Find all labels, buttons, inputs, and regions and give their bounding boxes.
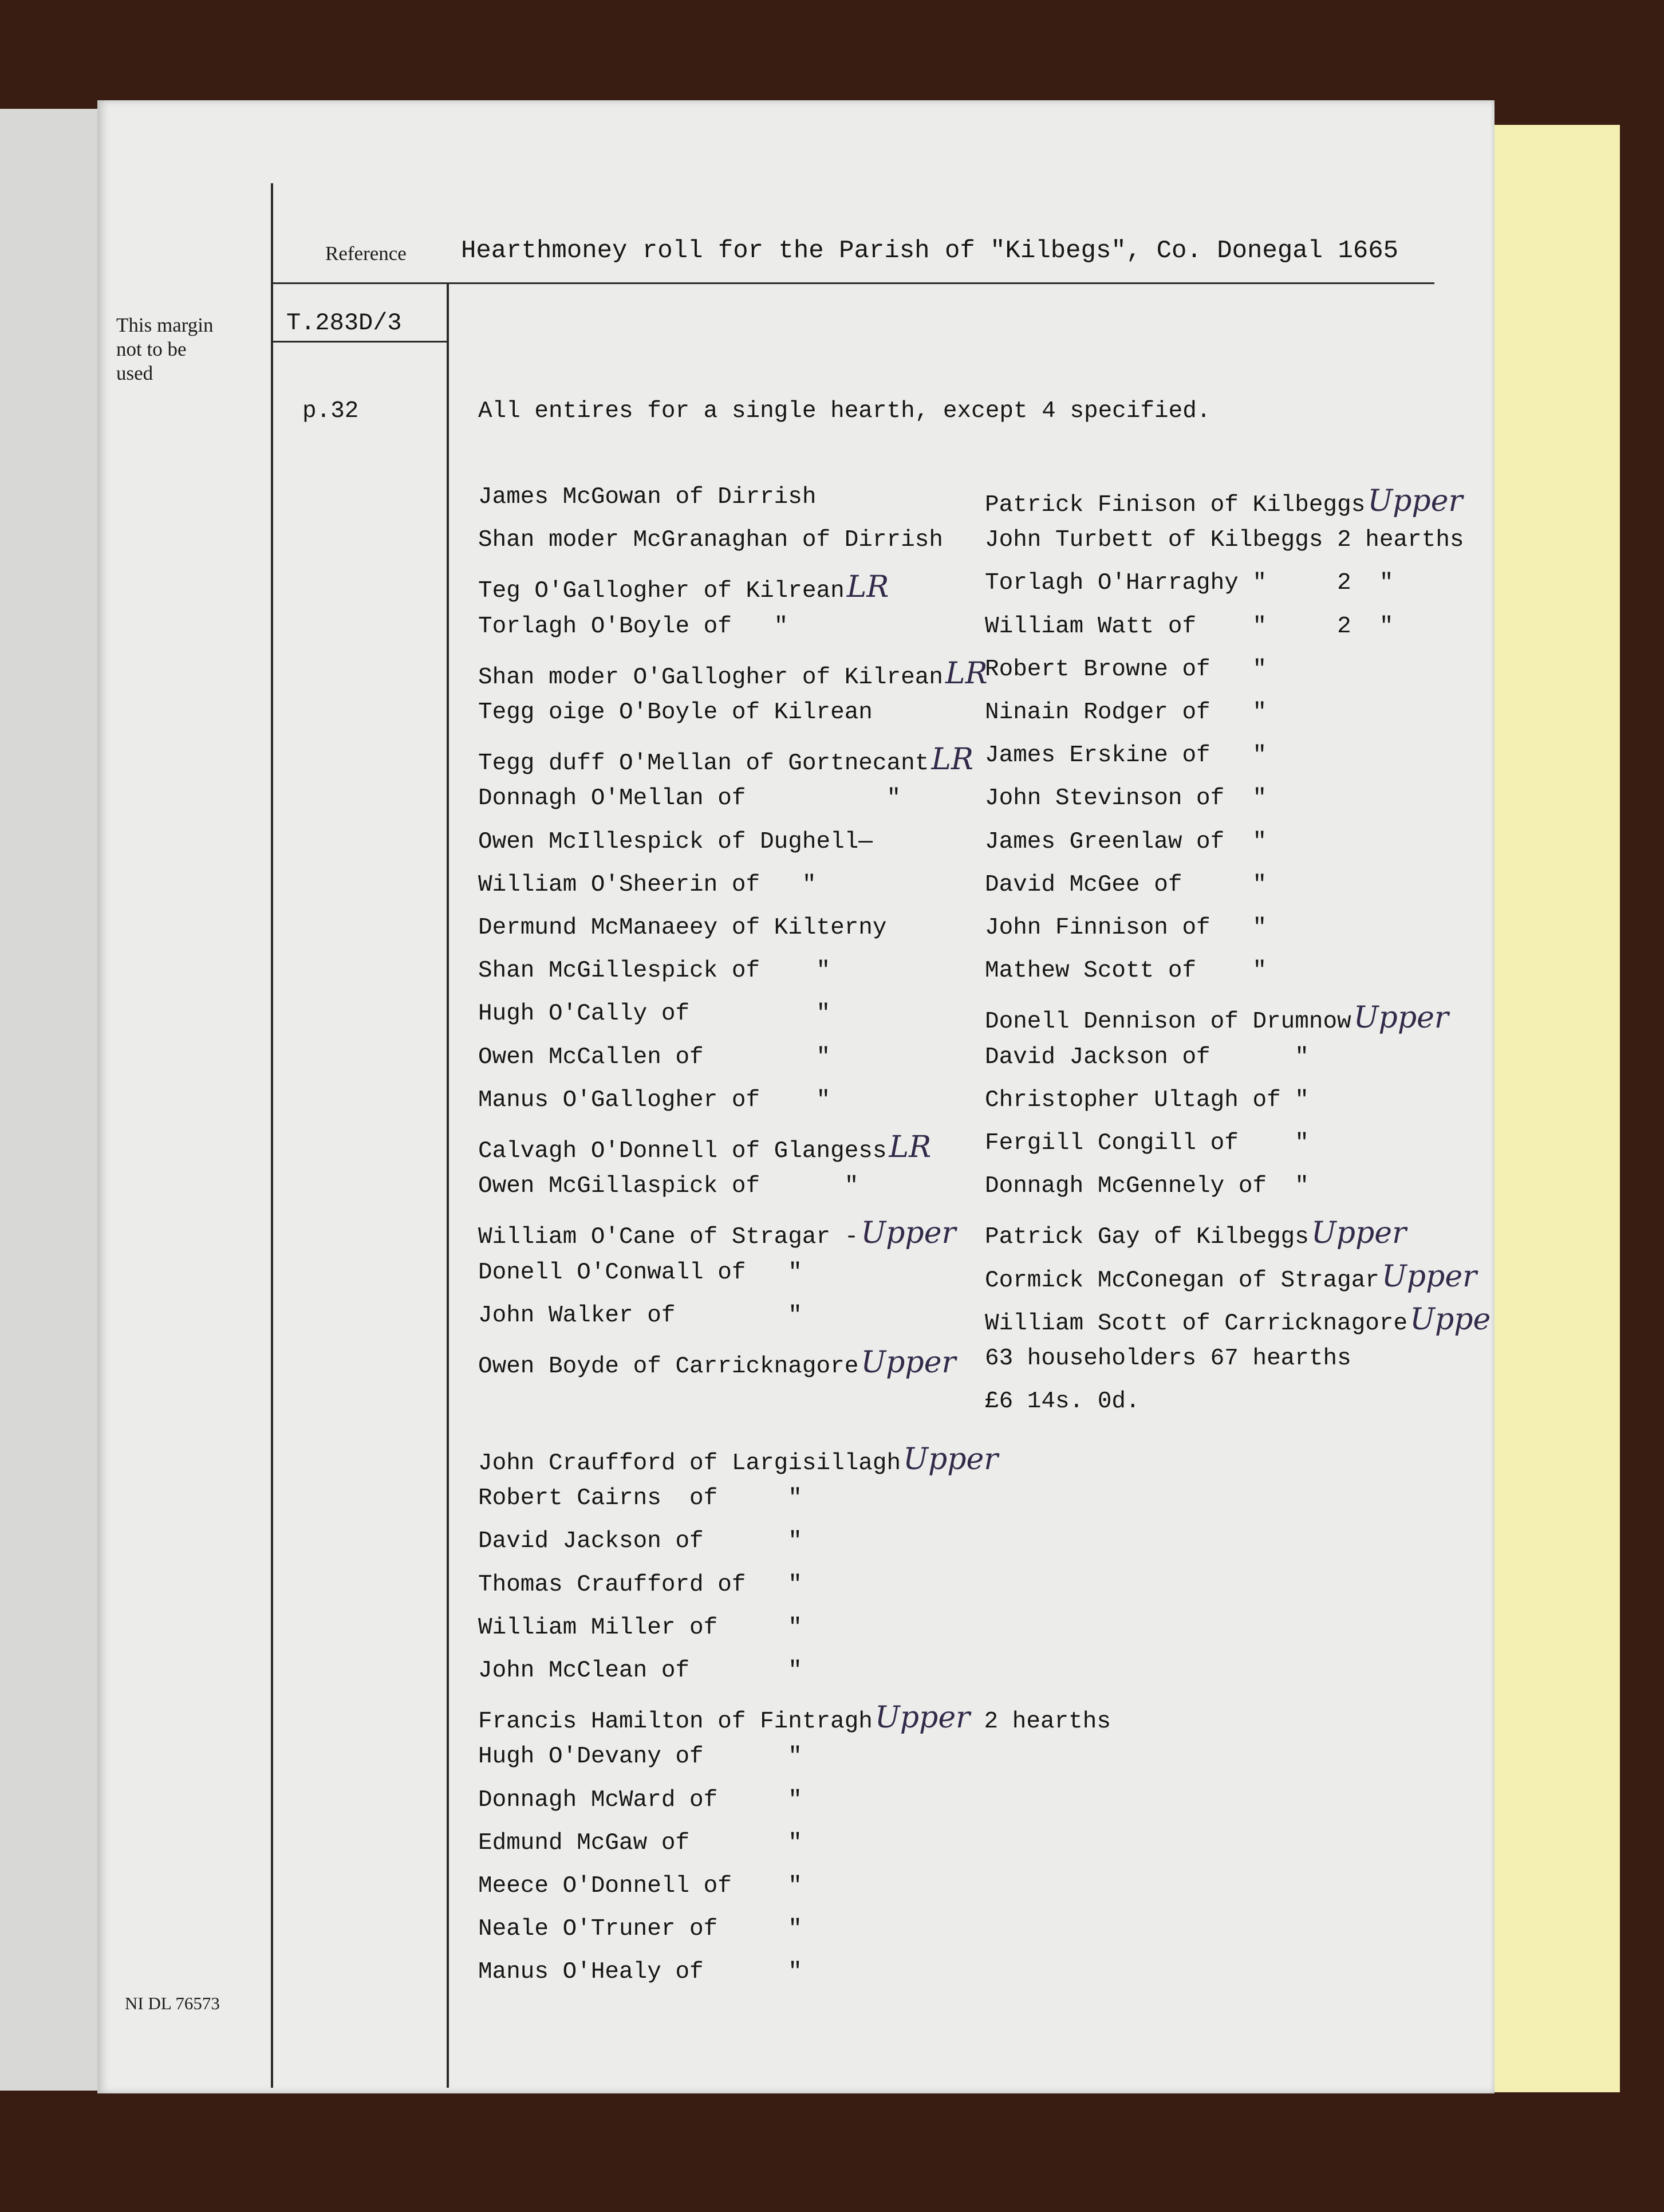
entry-text: John Finnison of " [985, 915, 1267, 941]
entry-text: William Scott of Carricknagore [985, 1310, 1408, 1337]
lower-column-entry [478, 1485, 1108, 1512]
right-column-entry [985, 958, 1615, 984]
entry-text: James Erskine of " [985, 742, 1267, 769]
lower-column-entry [478, 1528, 1108, 1554]
entry-text: Shan moder McGranaghan of Dirrish [478, 527, 943, 554]
right-column-entry [985, 1173, 1615, 1199]
lower-column-entry [478, 1442, 1108, 1477]
entry-text: Hugh O'Devany of " [478, 1743, 802, 1770]
right-column-entry [985, 785, 1615, 812]
vertical-rule-right [447, 284, 449, 2088]
entry-text: Patrick Finison of Kilbeggs [985, 492, 1366, 518]
lower-column-entry [478, 1701, 1111, 1735]
lower-column-entry [478, 1743, 1108, 1770]
entry-text: Fergill Congill of " [985, 1130, 1309, 1156]
entry-text: Francis Hamilton of Fintragh [478, 1709, 873, 1735]
right-column-entry [985, 656, 1615, 683]
entry-text: James McGowan of Dirrish [478, 484, 817, 510]
right-column-entry [985, 1388, 1615, 1415]
entry-text: Donnagh McGennely of " [985, 1173, 1309, 1200]
handwritten-annotation: LR [945, 656, 988, 691]
entry-text: Shan McGillespick of " [478, 958, 831, 985]
entry-text: Donnagh O'Mellan of " [478, 785, 901, 812]
entry-text: Edmund McGaw of " [478, 1829, 802, 1856]
entry-text: Owen McGillaspick of " [478, 1173, 859, 1200]
entry-text: Neale O'Truner of " [478, 1916, 802, 1943]
entry-text: Tegg oige O'Boyle of Kilrean [478, 699, 873, 726]
reference-label: Reference [325, 242, 407, 265]
right-column-entry [985, 829, 1615, 855]
entry-text: Ninain Rodger of " [985, 699, 1267, 726]
right-column-entry [985, 1130, 1615, 1156]
entry-text: Tegg duff O'Mellan of Gortnecant [478, 750, 929, 777]
entry-text: Robert Cairns of " [478, 1485, 802, 1512]
right-column-entry [985, 570, 1615, 596]
right-column-entry [985, 527, 1615, 553]
entry-text: Dermund McManaeey of Kilterny [478, 915, 887, 941]
handwritten-annotation: Upper [903, 1442, 999, 1477]
entry-text: Donnagh McWard of " [478, 1786, 802, 1813]
right-column-entry [985, 742, 1615, 769]
entry-suffix: 2 hearths [969, 1709, 1111, 1735]
lower-column-entry [478, 1916, 1108, 1942]
entry-text: Robert Browne of " [985, 656, 1267, 683]
margin-note-line1: This margin [116, 314, 214, 336]
handwritten-annotation: Upper [1353, 1001, 1449, 1036]
right-column-entry [985, 613, 1615, 640]
entry-text: John McClean of " [478, 1658, 802, 1684]
lower-column-entry [478, 1615, 1108, 1641]
entry-text: Torlagh O'Boyle of " [478, 613, 788, 640]
right-column-entry [985, 1259, 1615, 1294]
right-column-entry [985, 1001, 1615, 1035]
entry-text: Manus O'Gallogher of " [478, 1087, 831, 1113]
entry-text: Owen Boyde of Carricknagore [478, 1353, 859, 1380]
entry-text: Torlagh O'Harraghy " 2 " [985, 570, 1394, 597]
vertical-rule-left [271, 183, 273, 2088]
entry-text: Thomas Craufford of " [478, 1571, 802, 1598]
handwritten-annotation: Upper [861, 1216, 956, 1251]
left-page-edge [0, 109, 104, 2091]
right-column-entry [985, 484, 1615, 518]
right-column-entry [985, 915, 1615, 941]
entry-text: William O'Sheerin of " [478, 871, 817, 898]
lower-column-entry [478, 1873, 1108, 1899]
entry-text: William Watt of " 2 " [985, 613, 1394, 640]
entry-text: David Jackson of " [985, 1044, 1309, 1070]
handwritten-annotation: Upper [861, 1345, 956, 1380]
margin-note [116, 313, 213, 385]
intro-text: All entires for a single hearth, except 4 specified. [478, 398, 1211, 424]
entry-text: Manus O'Healy of " [478, 1959, 802, 1986]
handwritten-annotation: LR [931, 742, 974, 777]
entry-text: Shan moder O'Gallogher of Kilrean [478, 664, 943, 691]
right-column-entry [985, 1345, 1615, 1372]
entry-text: Patrick Gay of Kilbeggs [985, 1224, 1309, 1251]
right-column-entry [985, 1302, 1615, 1337]
entry-text: William Miller of " [478, 1614, 802, 1641]
handwritten-annotation: LR [889, 1130, 932, 1164]
lower-column-entry [478, 1658, 1108, 1684]
margin-note-line3: used [116, 362, 153, 384]
margin-note-line2: not to be [116, 338, 187, 360]
right-column-entry [985, 1044, 1615, 1070]
entry-text: 63 householders 67 hearths [985, 1345, 1351, 1372]
lower-column-entry [478, 1787, 1108, 1813]
catalogue-id: NI DL 76573 [125, 1993, 220, 2013]
entry-text: Cormick McConegan of Stragar [985, 1267, 1379, 1294]
entry-text: William O'Cane of Stragar - [478, 1224, 859, 1251]
entry-text: Owen McCallen of " [478, 1044, 831, 1070]
entry-text: Calvagh O'Donnell of Glangess [478, 1138, 887, 1164]
entry-text: James Greenlaw of " [985, 828, 1267, 855]
entry-text: David McGee of " [985, 871, 1267, 898]
entry-text: Owen McIllespick of Dughell— [478, 828, 873, 855]
entry-text: Teg O'Gallogher of Kilrean [478, 578, 845, 605]
handwritten-annotation: Upper [1311, 1216, 1406, 1251]
handwritten-annotation: Upper [1381, 1259, 1477, 1294]
right-column-entry [985, 872, 1615, 898]
entry-text: £6 14s. 0d. [985, 1388, 1140, 1415]
lower-column-entry [478, 1572, 1108, 1598]
entry-text: Hugh O'Cally of " [478, 1001, 831, 1028]
page-title: Hearthmoney roll for the Parish of "Kilbegs", Co. Donegal 1665 [461, 237, 1399, 265]
header-rule [272, 282, 1434, 284]
document-page [97, 100, 1495, 2093]
right-column-entry [985, 1087, 1615, 1113]
page-number: p.32 [302, 398, 359, 424]
reference-rule [272, 341, 448, 343]
handwritten-annotation: Upper [1367, 484, 1463, 518]
handwritten-annotation: Upper [874, 1701, 970, 1735]
entry-text: Donell Dennison of Drumnow [985, 1009, 1351, 1036]
entry-text: Meece O'Donnell of " [478, 1873, 802, 1899]
right-column-entry [985, 699, 1615, 726]
entry-text: John Walker of " [478, 1302, 802, 1329]
handwritten-annotation: Uppe [1410, 1302, 1491, 1337]
entry-text: John Stevinson of " [985, 785, 1267, 812]
entry-text: Mathew Scott of " [985, 958, 1267, 985]
entry-text: Donell O'Conwall of " [478, 1259, 802, 1286]
entry-text: Christopher Ultagh of " [985, 1087, 1309, 1113]
entry-text: David Jackson of " [478, 1528, 802, 1555]
right-column-entry [985, 1216, 1615, 1250]
entry-text: John Craufford of Largisillagh [478, 1450, 901, 1477]
lower-column-entry [478, 1830, 1108, 1856]
reference-code: T.283D/3 [286, 309, 402, 337]
entry-text: John Turbett of Kilbeggs 2 hearths [985, 527, 1464, 554]
handwritten-annotation: LR [846, 570, 889, 605]
lower-column-entry [478, 1959, 1108, 1985]
